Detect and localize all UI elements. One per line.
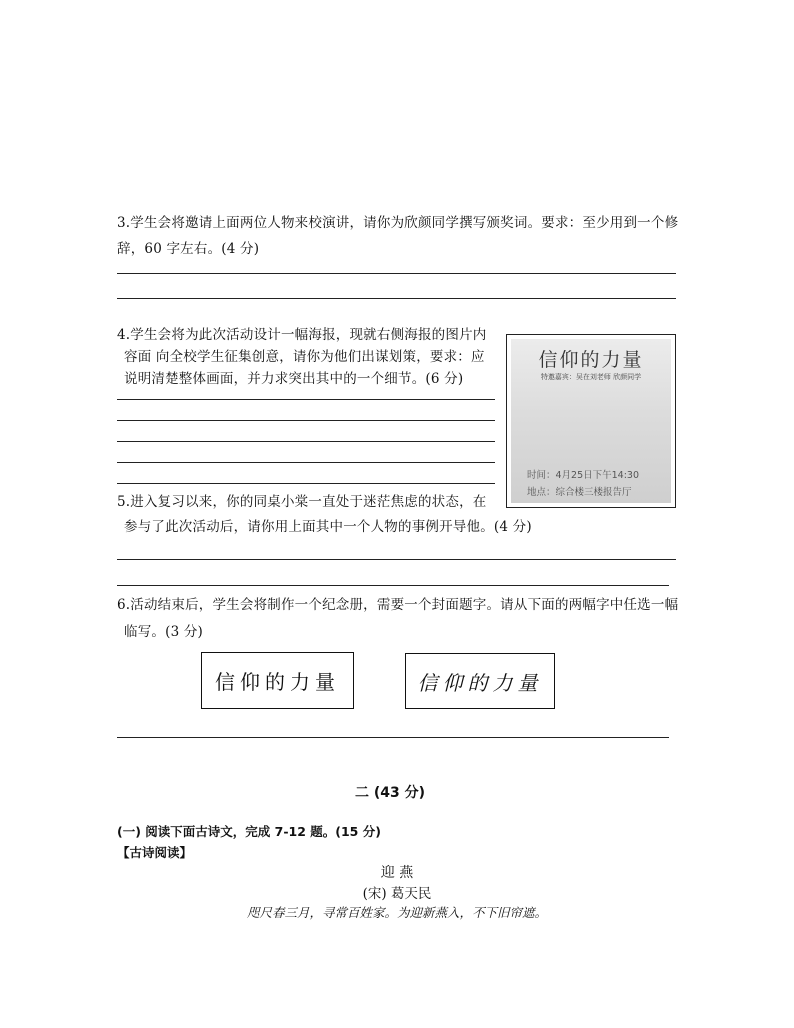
answer-line [117, 298, 676, 299]
poster-title: 信仰的力量 [538, 349, 644, 371]
section-label: 【古诗阅读】 [117, 845, 193, 860]
q6-line1: 6.活动结束后，学生会将制作一个纪念册，需要一个封面题字。请从下面的两幅字中任选一幅 [117, 597, 679, 613]
section-title: 二 (43 分) [355, 785, 426, 801]
q3-line2: 辞，60 字左右。(4 分) [117, 241, 260, 257]
answer-line [117, 559, 676, 560]
poster-guests: 特邀嘉宾：吴在刘老师 欣颜同学 [540, 373, 642, 381]
poster-image [506, 334, 676, 508]
q4-line1: 4.学生会将为此次活动设计一幅海报，现就右侧海报的图片内 [117, 327, 487, 343]
poem-author: (宋) 葛天民 [362, 886, 432, 902]
answer-line [117, 585, 669, 586]
answer-line [117, 462, 495, 463]
poem-line: 咫尺春三月，寻常百姓家。为迎新燕入，不下旧帘遮。 [246, 905, 547, 920]
q4-line2: 容面 向全校学生征集创意，请你为他们出谋划策，要求：应 [124, 349, 485, 365]
answer-line [117, 737, 669, 738]
calligraphy-option-b: 信仰的力量 [405, 653, 555, 709]
poem-title: 迎 燕 [380, 865, 414, 881]
q5-line2: 参与了此次活动后，请你用上面其中一个人物的事例开导他。(4 分) [124, 519, 532, 535]
q3-line1: 3.学生会将邀请上面两位人物来校演讲，请你为欣颜同学撰写颁奖词。要求：至少用到一个修 [117, 215, 679, 231]
answer-line [117, 399, 495, 400]
answer-line [117, 273, 676, 274]
poster-background [511, 339, 671, 503]
poster-place: 地点：综合楼三楼报告厅 [527, 487, 632, 498]
calligraphy-option-a: 信仰的力量 [201, 652, 354, 709]
q6-line2: 临写。(3 分) [124, 624, 204, 640]
poster-time: 时间：4月25日下午14:30 [527, 470, 640, 481]
answer-line [117, 441, 495, 442]
section-instruction: (一) 阅读下面古诗文，完成 7-12 题。(15 分) [117, 824, 381, 839]
q4-line3: 说明清楚整体画面，并力求突出其中的一个细节。(6 分) [124, 371, 464, 387]
answer-line [117, 483, 495, 484]
q5-line1: 5.进入复习以来，你的同桌小棠一直处于迷茫焦虑的状态，在 [117, 494, 487, 510]
answer-line [117, 420, 495, 421]
